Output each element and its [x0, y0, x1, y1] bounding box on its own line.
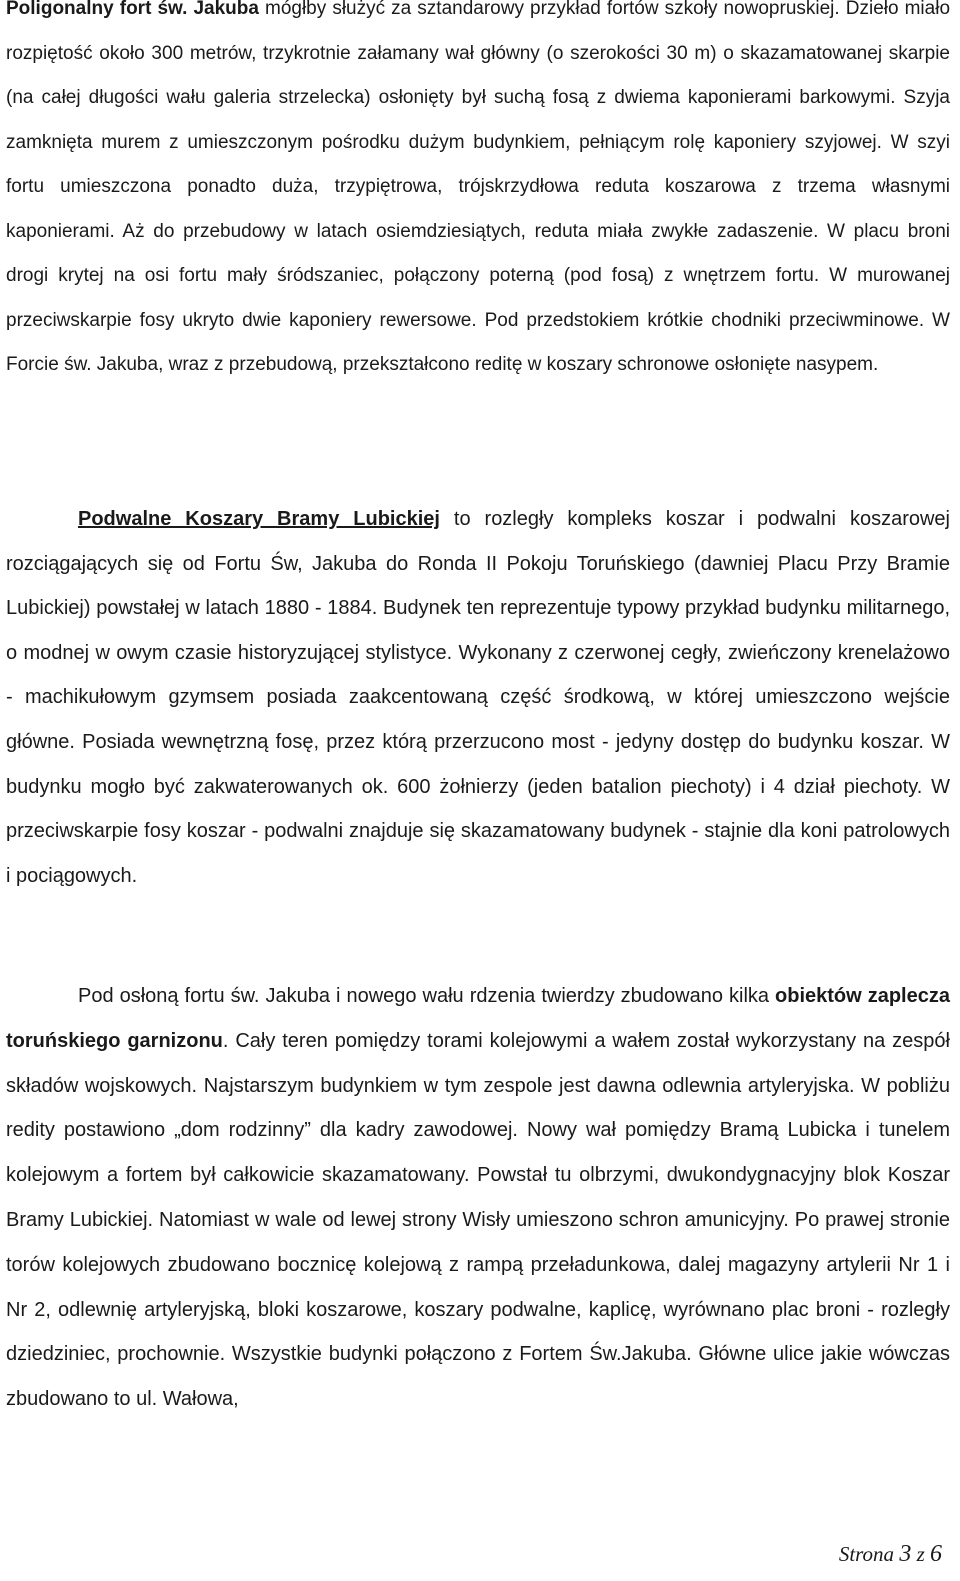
page-current: 3: [899, 1541, 912, 1567]
paragraph-text-before: Pod osłoną fortu św. Jakuba i nowego wału rdzenia twierdzy zbudowano kilka: [78, 985, 776, 1007]
paragraph-text-after: . Cały teren pomiędzy torami kolejowymi a wałem został wykorzystany na zespół składów wojskowych. Najstarszym budynkiem w tym zespole jest dawna odlewnia artyleryjska. W pobliżu redity postawiono „dom rodzinny” dla kadry zawodowej. Nowy wał pomiędzy Bramą Lubicka i tunelem kolejowym a fortem był całkowicie skazamatowany. Powstał tu olbrzymi, dwukondygnacyjny blok Koszar Bramy Lubickiej. Natomiast w wale od lewej strony Wisły umieszono schron amunicyjny. Po prawej stronie torów kolejowych zbudowano bocznicę kolejową z rampą przeładunkowa, dalej magazyny artylerii Nr 1 i Nr 2, odlewnię artyleryjską, bloki koszarowe, koszary podwalne, kaplicę, wyrównano plac broni - rozległy dziedziniec, prochownie. Wszystkie budynki połączono z Fortem Św.Jakuba. Główne ulice jakie wówczas zbudowano to ul. Wałowa,: [6, 1029, 950, 1411]
bold-fort-jakuba: Poligonalny fort św. Jakuba: [6, 0, 259, 19]
paragraph-text: mógłby służyć za sztandarowy przykład fortów szkoły nowopruskiej. Dzieło miało rozpiętość około 300 metrów, trzykrotnie załamany wał główny (o szerokości 30 m) o skazamatowanej skarpie (na całej długości wału galeria strzelecka) osłonięty był suchą fosą z dwiema kaponierami barkowymi. Szyja zamknięta murem z umieszczonym pośrodku dużym budynkiem, pełniącym rolę kaponiery szyjowej. W szyi fortu umieszczona ponadto duża, trzypiętrowa, trójskrzydłowa reduta koszarowa z trzema własnymi kaponierami. Aż do przebudowy w latach osiemdziesiątych, reduta miała zwykłe zadaszenie. W placu broni drogi krytej na osi fortu mały śródszaniec, połączony poterną (pod fosą) z wnętrzem fortu. W murowanej przeciwskarpie fosy ukryto dwie kaponiery rewersowe. Pod przedstokiem krótkie chodniki przeciwminowe. W Forcie św. Jakuba, wraz z przebudową, przekształcono reditę w koszary schronowe osłonięte nasypem.: [6, 0, 951, 375]
paragraph-zaplecze-garnizonu: [6, 974, 950, 1422]
page-label: Strona: [838, 1542, 900, 1566]
bold-koszary-lubickiej: Podwalne Koszary Bramy Lubickiej: [78, 508, 440, 530]
page-number-footer: [839, 1541, 942, 1568]
bold-obiekty-zaplecza: obiektów zaplecza toruńskiego garnizonu: [6, 985, 950, 1052]
paragraph-text: to rozległy kompleks koszar i podwalni koszarowej rozciągających się od Fortu Św, Jakuba do Ronda II Pokoju Toruńskiego (dawniej Placu Przy Bramie Lubickiej) powstałej w latach 1880 - 1884. Budynek ten reprezentuje typowy przykład budynku militarnego, o modnej w owym czasie historyzującej stylistyce. Wykonany z czerwonej cegły, zwieńczony krenelażowo - machikułowym gzymsem posiada zaakcentowaną część środkową, w której umieszczono wejście główne. Posiada wewnętrzną fosę, przez którą przerzucono most - jedyny dostęp do budynku koszar. W budynku mogło być zakwaterowanych ok. 600 żołnierzy (jeden batalion piechoty) i 4 dział piechoty. W przeciwskarpie fosy koszar - podwalni znajduje się skazamatowany budynek - stajnie dla koni patrolowych i pociągowych.: [6, 508, 950, 887]
page-total: 6: [930, 1541, 942, 1567]
paragraph-fort-jakuba: [6, 0, 950, 388]
page-of: z: [911, 1542, 930, 1566]
paragraph-koszary-lubickiej: [6, 497, 950, 898]
